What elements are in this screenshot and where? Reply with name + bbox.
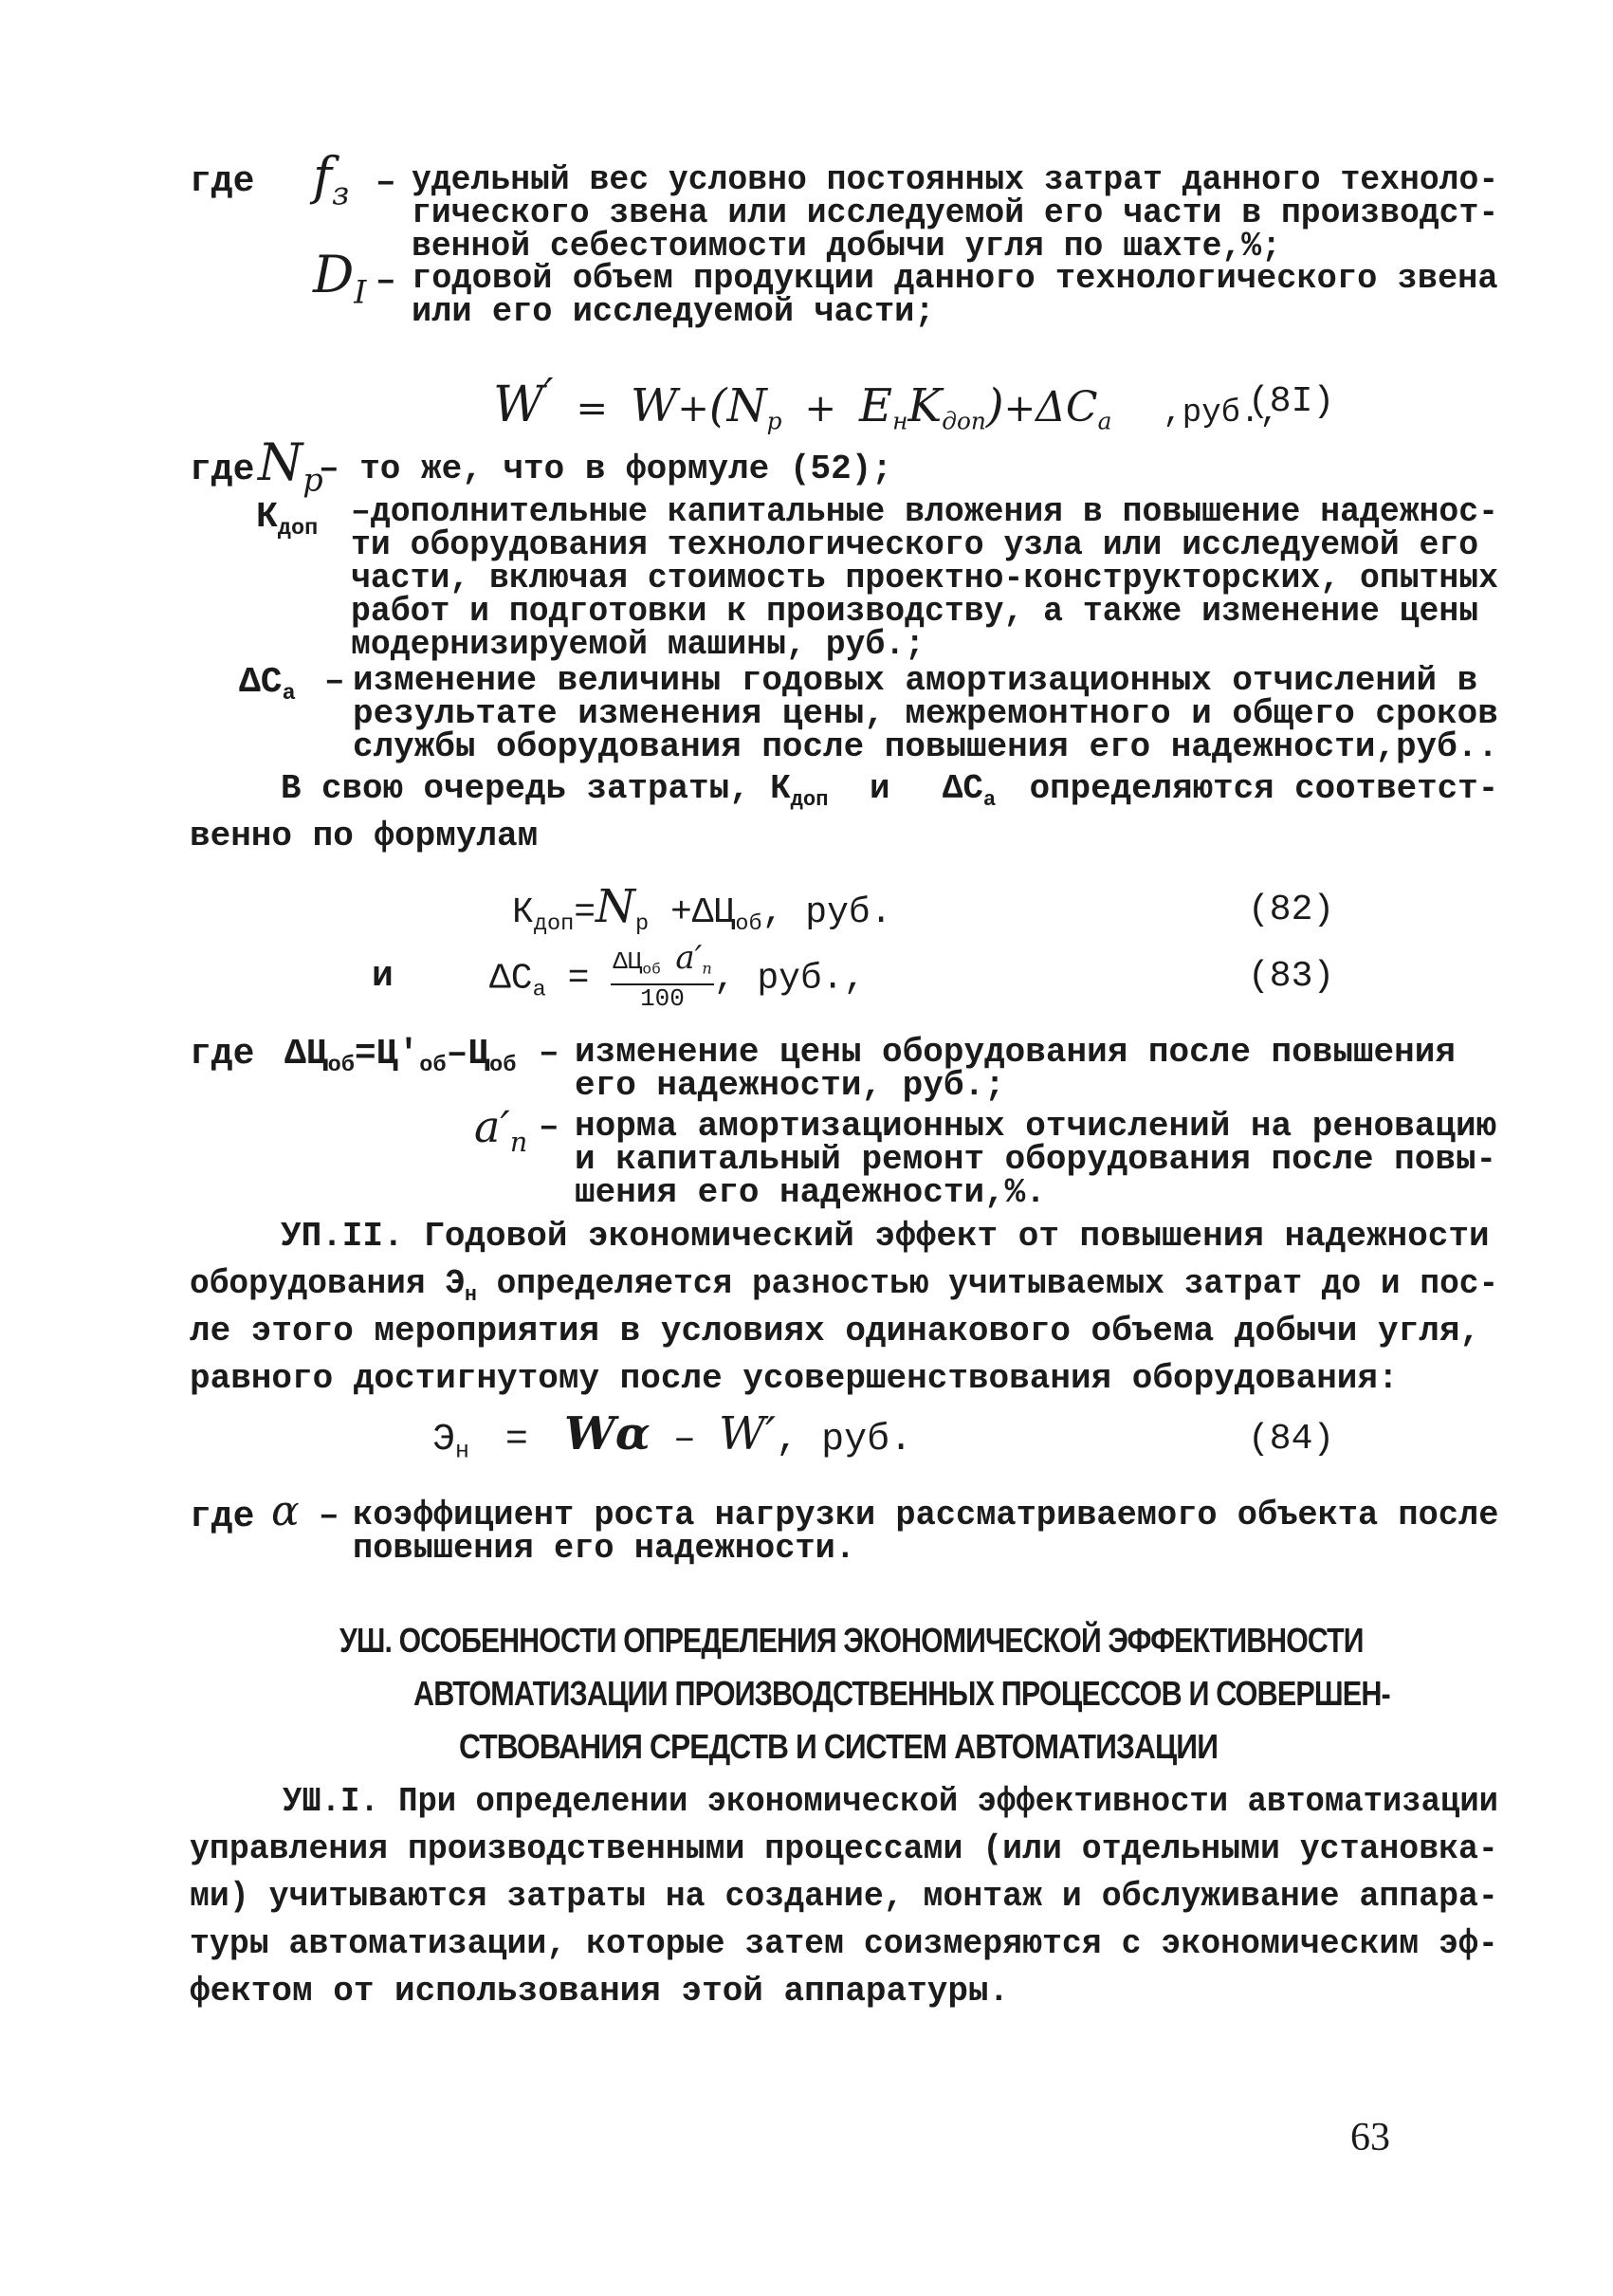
paragraph-line: УП.II. Годовой экономический эффект от повышения надежности xyxy=(281,1217,1490,1256)
formula-81: $W' = W+(N_p + E_нK_{доп})+\Delta C_a$ ,руб., xyxy=(493,370,1279,435)
symbol-d: $D_I$ xyxy=(313,245,367,311)
page-number: 63 xyxy=(1350,2116,1390,2159)
equation-number-81: (8I) xyxy=(1248,381,1335,422)
dash: – xyxy=(539,1034,559,1073)
equation-number-83: (83) xyxy=(1248,956,1335,997)
and-label: и xyxy=(372,956,394,997)
definition-np: – то же, что в формуле (52); xyxy=(319,450,892,488)
formula-84: $Э_н = W\alpha - W'$, руб. xyxy=(432,1407,913,1465)
section-heading-line: УШ. ОСОБЕННОСТИ ОПРЕДЕЛЕНИЯ ЭКОНОМИЧЕСКОЙ ЭФФЕКТИВНОСТИ xyxy=(339,1621,1364,1660)
paragraph-line: ле этого мероприятия в условиях одинакового объема добычи угля, xyxy=(190,1312,1481,1350)
paragraph-line: туры автоматизации, которые затем соизмеряются с экономическим эф- xyxy=(190,1924,1498,1963)
equation-number-84: (84) xyxy=(1248,1419,1335,1460)
symbol-delta-ca: $\Delta C_а$ xyxy=(239,662,296,707)
where-label: где xyxy=(190,1034,255,1075)
paragraph-line: УШ.I. При определении экономической эффективности автоматизации xyxy=(283,1782,1499,1821)
definition-f: удельный вес условно постоянных затрат данного техноло- гического звена или исследуемой его части в производст- венной себестоимости добычи угля по шахте,%; xyxy=(412,160,1499,266)
formula-83: $\Delta C_а$ = $\frac{\Delta Ц_{об} a'_п}{100}$ , руб., xyxy=(489,939,866,1013)
symbol-kdop: $К_{доп}$ xyxy=(256,497,319,542)
paragraph-line: управления производственными процессами (или отдельными установка- xyxy=(190,1829,1498,1868)
paragraph-line: оборудования $Э_н$ определяется разностью учитываемых затрат до и пос- xyxy=(190,1264,1499,1307)
dash: – xyxy=(376,262,396,301)
paragraph-line: равного достигнутому после усовершенствования оборудования: xyxy=(190,1359,1399,1398)
definition-delta-ca: изменение величины годовых амортизационных отчислений в результате изменения цены, межремонтного и общего сроков службы оборудования после повышения его надежности,руб.. xyxy=(353,661,1498,766)
symbol-delta-price: $\Delta Ц_{об}=Ц'_{об}-Ц_{об}$ xyxy=(284,1034,517,1079)
where-label: где xyxy=(190,161,255,202)
definition-delta-price: изменение цены оборудования после повышения его надежности, руб.; xyxy=(575,1033,1456,1105)
definition-kdop: –дополнительные капитальные вложения в повышение надежнос- ти оборудования технологического узла или исследуемой его части, включая стоимость проектно-конструкторских, опытных работ и подготовки к производству, а также изменение цены модернизируемой машины, руб.; xyxy=(351,492,1499,664)
equation-number-82: (82) xyxy=(1248,890,1335,930)
dash: – xyxy=(319,1497,339,1535)
symbol-f: $f_з$ xyxy=(313,146,350,212)
symbol-a-n: $a'_п$ xyxy=(474,1101,528,1158)
section-heading-line: АВТОМАТИЗАЦИИ ПРОИЗВОДСТВЕННЫХ ПРОЦЕССОВ И СОВЕРШЕН- xyxy=(413,1674,1390,1713)
where-label: где xyxy=(190,1497,255,1537)
section-heading-line: СТВОВАНИЯ СРЕДСТВ И СИСТЕМ АВТОМАТИЗАЦИИ xyxy=(459,1727,1219,1766)
fraction: $\frac{\Delta Ц_{об} a'_п}{100}$ xyxy=(613,939,712,1013)
paragraph-line: В свою очередь затраты, $К_{доп}$ и $\Delta C_а$ определяются соответст- xyxy=(281,769,1499,812)
dash: – xyxy=(376,163,396,202)
formula-82: $К_{доп}=N_р +\Delta Ц_{об}$, руб. xyxy=(512,880,892,938)
where-label: где xyxy=(190,450,255,490)
paragraph-line: ми) учитываются затраты на создание, монтаж и обслуживание аппара- xyxy=(190,1877,1498,1916)
dash: – xyxy=(324,662,345,701)
paragraph-line: венно по формулам xyxy=(190,817,539,855)
definition-a-n: норма амортизационных отчислений на реновацию и капитальный ремонт оборудования после повы- шения его надежности,%. xyxy=(575,1107,1497,1212)
definition-alpha: коэффициент роста нагрузки рассматриваемого объекта после повышения его надежности. xyxy=(353,1496,1499,1568)
dash: – xyxy=(539,1108,559,1147)
symbol-np: $N_p$ xyxy=(258,432,323,499)
definition-d: годовой объем продукции данного технологического звена или его исследуемой части; xyxy=(412,259,1498,331)
paragraph-line: фектом от использования этой аппаратуры. xyxy=(190,1972,1010,2011)
symbol-alpha: α xyxy=(271,1487,300,1535)
